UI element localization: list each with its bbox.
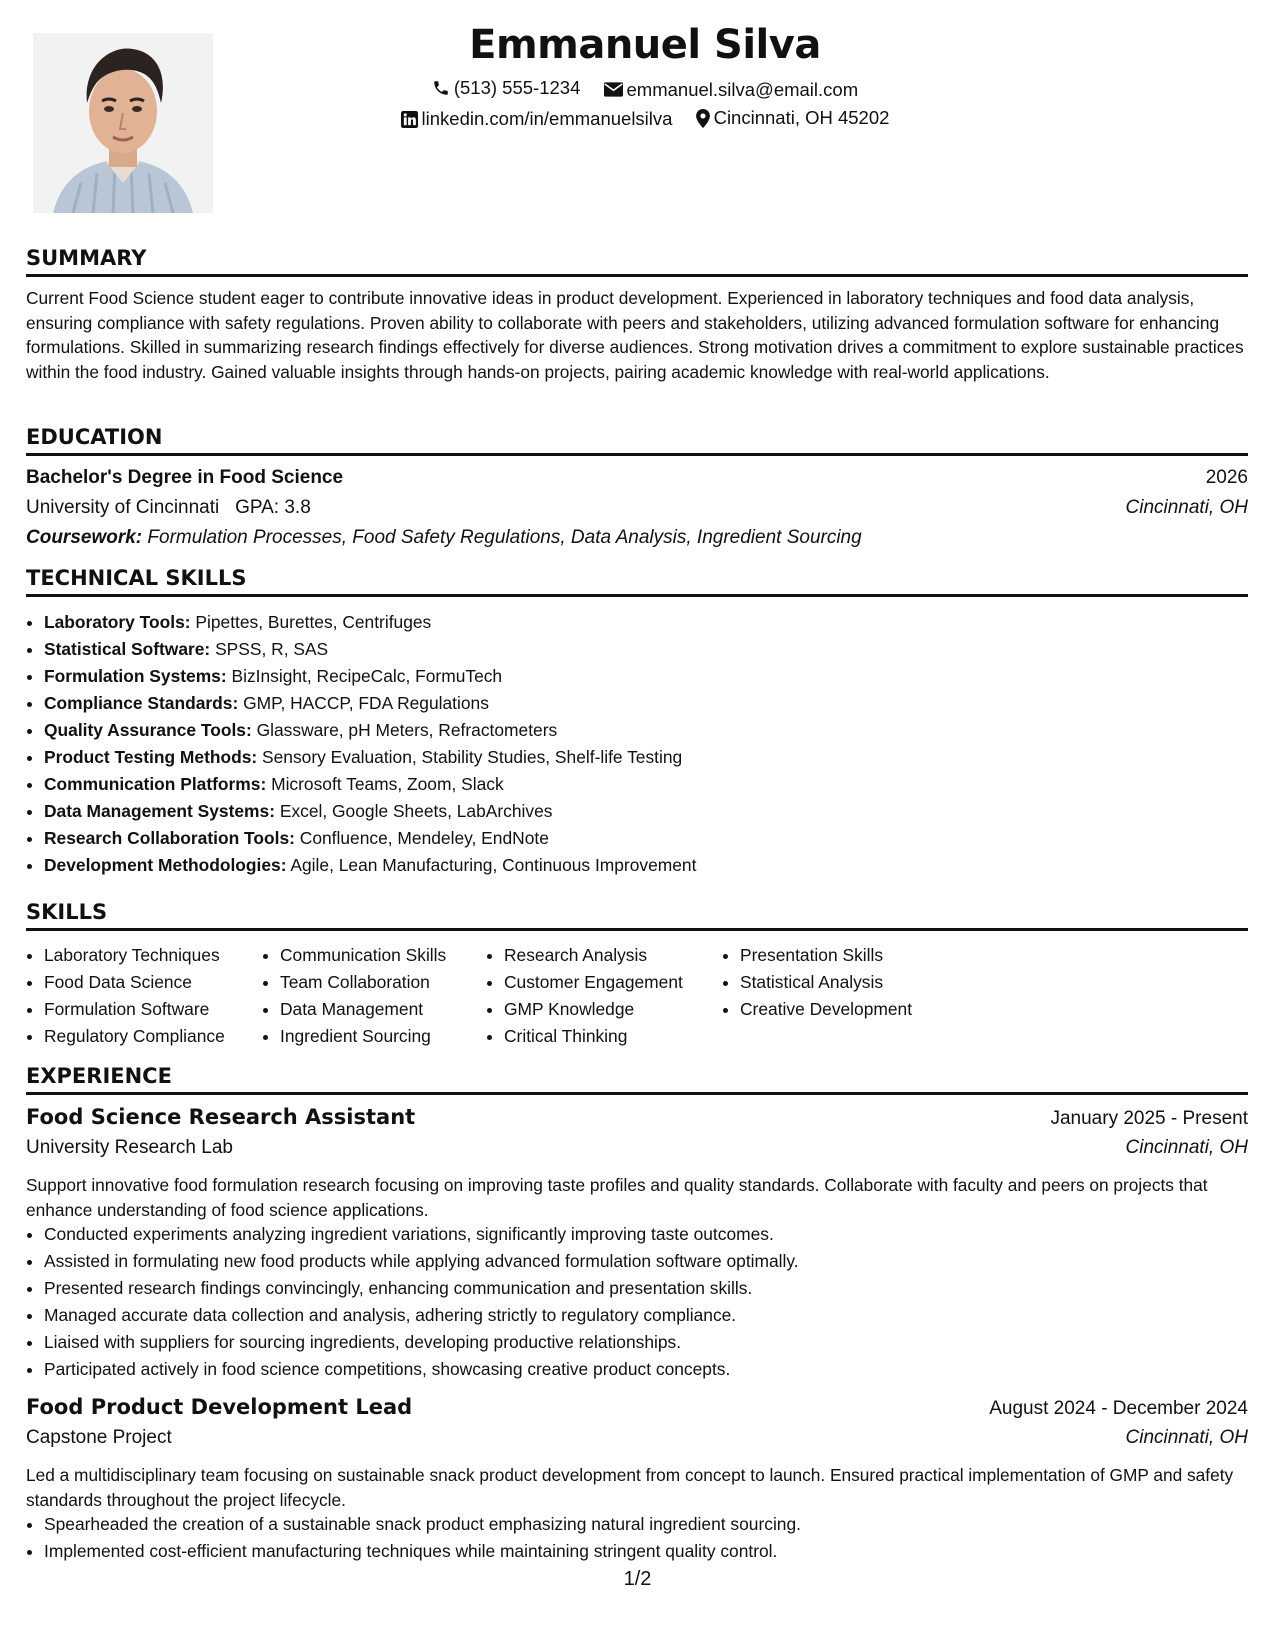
coursework-row bbox=[26, 527, 1248, 549]
job-2-bullet: • Spearheaded the creation of a sustainable snack product emphasizing natural ingredient sourcing. bbox=[44, 1511, 1248, 1538]
skill-item: • Formulation Software bbox=[44, 996, 262, 1023]
location-item bbox=[696, 107, 890, 129]
education-degree-row bbox=[26, 467, 1248, 489]
skill-item: • Creative Development bbox=[740, 996, 980, 1023]
phone-item[interactable] bbox=[432, 77, 581, 99]
skill-item: • Laboratory Techniques bbox=[44, 942, 262, 969]
email-item[interactable] bbox=[604, 79, 859, 101]
tech-skill-item: • Research Collaboration Tools: Confluence, Mendeley, EndNote bbox=[44, 825, 1248, 852]
job-1-bullet: • Managed accurate data collection and analysis, adhering strictly to regulatory compliance. bbox=[44, 1302, 1248, 1329]
job-1-bullet: • Presented research findings convincingly, enhancing communication and presentation skills. bbox=[44, 1275, 1248, 1302]
tech-skill-item: • Communication Platforms: Microsoft Teams, Zoom, Slack bbox=[44, 771, 1248, 798]
skill-item: • Data Management bbox=[280, 996, 486, 1023]
skills-column-1 bbox=[26, 942, 262, 1050]
skill-item: • GMP Knowledge bbox=[504, 996, 722, 1023]
skill-item: • Statistical Analysis bbox=[740, 969, 980, 996]
skill-item: • Critical Thinking bbox=[504, 1023, 722, 1050]
tech-skill-item: • Data Management Systems: Excel, Google Sheets, LabArchives bbox=[44, 798, 1248, 825]
linkedin-icon bbox=[401, 111, 418, 128]
school-location: Cincinnati, OH bbox=[1125, 497, 1248, 518]
job-2-description: Led a multidisciplinary team focusing on sustainable snack product development from concept to launch. Ensured practical implementation of GMP and safety standards throughout the project lifecycle. bbox=[26, 1465, 1234, 1510]
skills-column-3 bbox=[486, 942, 722, 1050]
school-line bbox=[26, 497, 311, 519]
skill-item: • Customer Engagement bbox=[504, 969, 722, 996]
graduation-year: 2026 bbox=[1205, 467, 1248, 488]
job-1-bullets bbox=[26, 1221, 1248, 1383]
skill-item: • Communication Skills bbox=[280, 942, 486, 969]
linkedin-item[interactable] bbox=[401, 108, 673, 130]
skills-heading: SKILLS bbox=[26, 900, 1248, 931]
job-1-org: University Research Lab bbox=[26, 1137, 233, 1158]
job-1-role: Food Science Research Assistant bbox=[26, 1105, 416, 1129]
location-text: Cincinnati, OH 45202 bbox=[713, 107, 890, 128]
envelope-icon bbox=[604, 82, 623, 97]
skill-item: • Research Analysis bbox=[504, 942, 722, 969]
skill-item: • Food Data Science bbox=[44, 969, 262, 996]
tech-skill-item: • Laboratory Tools: Pipettes, Burettes, Centrifuges bbox=[44, 609, 1248, 636]
tech-skill-item: • Compliance Standards: GMP, HACCP, FDA Regulations bbox=[44, 690, 1248, 717]
skills-columns bbox=[26, 942, 980, 1050]
tech-skill-item: • Quality Assurance Tools: Glassware, pH Meters, Refractometers bbox=[44, 717, 1248, 744]
contact-row-2 bbox=[0, 107, 1275, 133]
skill-item: • Presentation Skills bbox=[740, 942, 980, 969]
job-1-location: Cincinnati, OH bbox=[1125, 1137, 1248, 1158]
coursework-list: Formulation Processes, Food Safety Regulations, Data Analysis, Ingredient Sourcing bbox=[147, 527, 862, 548]
phone-icon bbox=[432, 79, 450, 97]
education-school-row bbox=[26, 497, 1248, 519]
tech-skill-item: • Product Testing Methods: Sensory Evaluation, Stability Studies, Shelf-life Testing bbox=[44, 744, 1248, 771]
technical-skills-heading: TECHNICAL SKILLS bbox=[26, 566, 1248, 597]
gpa: GPA: 3.8 bbox=[235, 497, 311, 518]
coursework-line bbox=[26, 527, 862, 549]
job-2-bullet: • Implemented cost-efficient manufacturing techniques while maintaining stringent quality control. bbox=[44, 1538, 1248, 1565]
job-2-title-row bbox=[26, 1395, 1248, 1420]
job-2-role: Food Product Development Lead bbox=[26, 1395, 413, 1419]
experience-heading: EXPERIENCE bbox=[26, 1064, 1248, 1095]
skills-column-4 bbox=[722, 942, 980, 1050]
degree-title: Bachelor's Degree in Food Science bbox=[26, 467, 344, 488]
skill-item: • Ingredient Sourcing bbox=[280, 1023, 486, 1050]
map-pin-icon bbox=[696, 109, 710, 128]
job-1-bullet: • Liaised with suppliers for sourcing ingredients, developing productive relationships. bbox=[44, 1329, 1248, 1356]
job-2-dates: August 2024 - December 2024 bbox=[989, 1398, 1248, 1419]
job-1-description: Support innovative food formulation research focusing on improving taste profiles and quality standards. Collaborate with faculty and peers on projects that enhance understanding of food science applications. bbox=[26, 1175, 1208, 1220]
job-2-org: Capstone Project bbox=[26, 1427, 172, 1448]
page-number: 1/2 bbox=[623, 1568, 652, 1590]
contact-row-1 bbox=[0, 77, 1275, 102]
skill-item: • Team Collaboration bbox=[280, 969, 486, 996]
job-1-title-row bbox=[26, 1105, 1248, 1130]
email-text: emmanuel.silva@email.com bbox=[626, 78, 859, 100]
tech-skill-item: • Development Methodologies: Agile, Lean Manufacturing, Continuous Improvement bbox=[44, 852, 1248, 879]
school-name: University of Cincinnati bbox=[26, 497, 220, 518]
job-1-dates: January 2025 - Present bbox=[1050, 1108, 1248, 1129]
job-2-bullets bbox=[26, 1511, 1248, 1565]
job-1-bullet: • Conducted experiments analyzing ingredient variations, significantly improving taste outcomes. bbox=[44, 1221, 1248, 1248]
job-1-bullet: • Participated actively in food science competitions, showcasing creative product concepts. bbox=[44, 1356, 1248, 1383]
technical-skills-list bbox=[26, 609, 1248, 879]
summary-heading: SUMMARY bbox=[26, 246, 1248, 277]
job-2-location: Cincinnati, OH bbox=[1125, 1427, 1248, 1448]
job-1-org-row bbox=[26, 1137, 1248, 1159]
linkedin-text: linkedin.com/in/emmanuelsilva bbox=[421, 108, 673, 129]
education-heading: EDUCATION bbox=[26, 425, 1248, 456]
summary-text: Current Food Science student eager to contribute innovative ideas in product development. Experienced in laboratory techniques and food data analysis, ensuring compliance with safety regulations. Proven ability to collaborate with peers and stakeholders, utilizing advanced formulation software for enhancing formulations. Skilled in summarizing research findings effectively for diverse audiences. Strong motivation drives a commitment to explore sustainable practices within the food industry. Gained valuable insights through hands-on projects, pairing academic knowledge with real-world applications. bbox=[26, 288, 1244, 382]
tech-skill-item: • Formulation Systems: BizInsight, RecipeCalc, FormuTech bbox=[44, 663, 1248, 690]
coursework-label: Coursework: bbox=[26, 527, 143, 548]
skills-column-2 bbox=[262, 942, 486, 1050]
job-1-bullet: • Assisted in formulating new food products while applying advanced formulation software optimally. bbox=[44, 1248, 1248, 1275]
phone-text: (513) 555-1234 bbox=[453, 77, 581, 98]
candidate-name: Emmanuel Silva bbox=[469, 22, 821, 68]
tech-skill-item: • Statistical Software: SPSS, R, SAS bbox=[44, 636, 1248, 663]
job-2-org-row bbox=[26, 1427, 1248, 1449]
skill-item: • Regulatory Compliance bbox=[44, 1023, 262, 1050]
